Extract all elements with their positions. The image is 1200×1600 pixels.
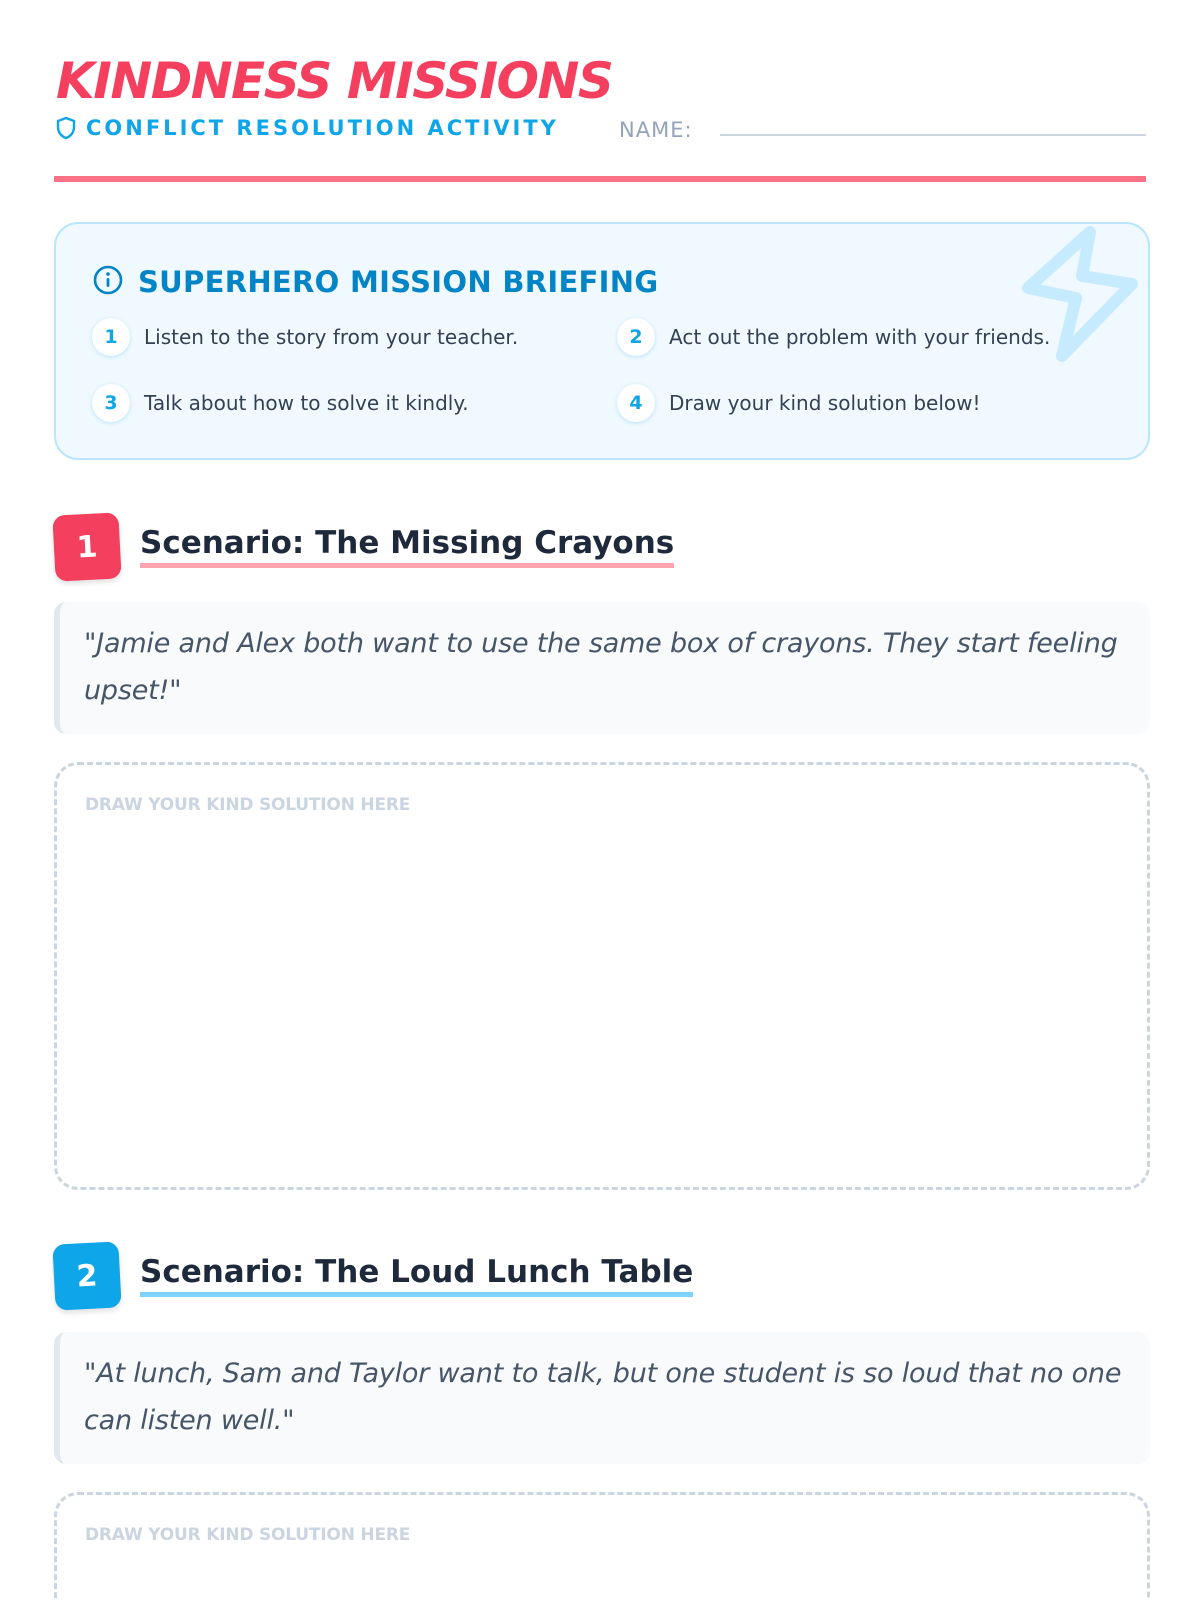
scenario-1-quote-box (54, 602, 1150, 734)
scenario-2-quote-box (54, 1332, 1150, 1464)
scenario-1-title: Scenario: The Missing Crayons (140, 526, 674, 569)
step-text: Act out the problem with your friends. (669, 325, 1051, 349)
step-number: 3 (92, 384, 130, 422)
briefing-step (617, 318, 1050, 356)
page-subtitle: CONFLICT RESOLUTION ACTIVITY (86, 116, 559, 140)
briefing-step (92, 318, 518, 356)
drawing-area-label: DRAW YOUR KIND SOLUTION HERE (85, 1525, 411, 1545)
drawing-area-label: DRAW YOUR KIND SOLUTION HERE (85, 795, 411, 815)
scenario-1-header (54, 514, 674, 580)
info-icon (92, 264, 124, 300)
briefing-step (92, 384, 469, 422)
step-text: Talk about how to solve it kindly. (144, 391, 469, 415)
briefing-title: SUPERHERO MISSION BRIEFING (138, 265, 659, 299)
mission-briefing (54, 222, 1150, 460)
briefing-step (617, 384, 981, 422)
name-field[interactable] (720, 134, 1146, 136)
name-label: NAME: (619, 118, 693, 142)
header (54, 0, 1146, 182)
scenario-2-header (54, 1243, 693, 1309)
step-number: 4 (617, 384, 655, 422)
scenario-1-badge: 1 (52, 512, 121, 581)
scenario-1-drawing-area[interactable] (54, 762, 1150, 1190)
shield-icon (56, 116, 76, 140)
step-number: 2 (617, 318, 655, 356)
scenario-2-quote: "At lunch, Sam and Taylor want to talk, but one student is so loud that no one can listen well." (84, 1358, 1122, 1436)
scenario-2-badge: 2 (52, 1241, 121, 1310)
scenario-2-drawing-area[interactable] (54, 1492, 1150, 1600)
scenario-1-quote: "Jamie and Alex both want to use the same box of crayons. They start feeling upset!" (84, 628, 1118, 706)
step-text: Draw your kind solution below! (669, 391, 981, 415)
briefing-heading (92, 264, 658, 300)
step-text: Listen to the story from your teacher. (144, 325, 519, 349)
page-title: KINDNESS MISSIONS (56, 52, 613, 110)
subtitle-row (56, 116, 559, 140)
step-number: 1 (92, 318, 130, 356)
scenario-2-title: Scenario: The Loud Lunch Table (140, 1255, 693, 1298)
